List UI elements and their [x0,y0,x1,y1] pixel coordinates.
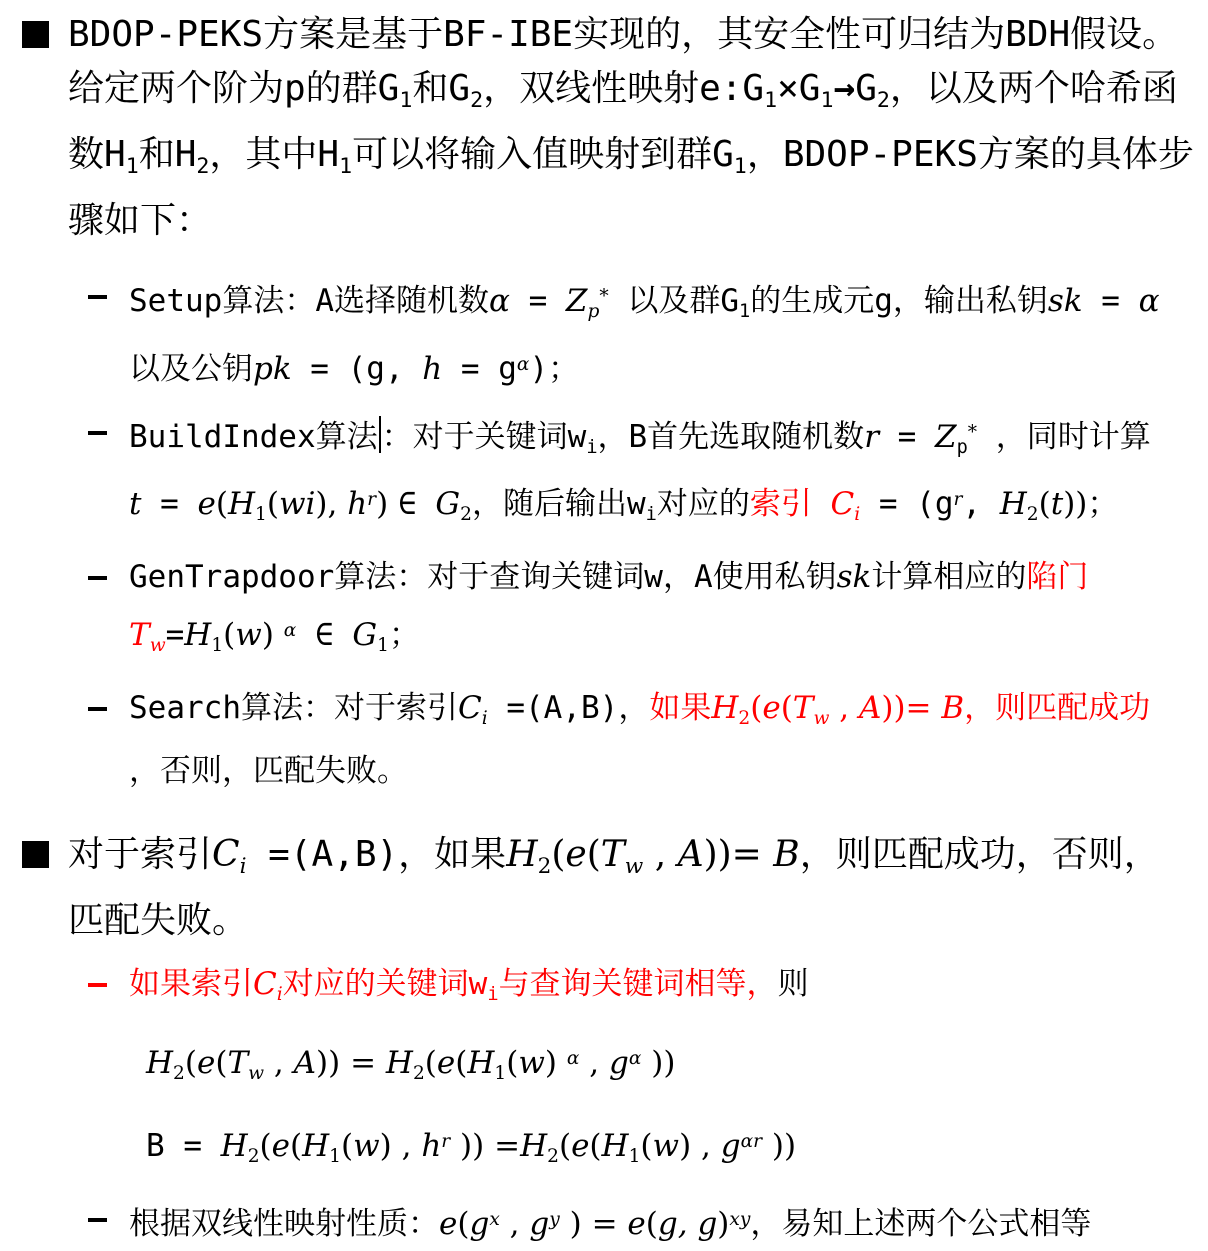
paragraph-equal-keyword[interactable]: 如果索引$C_i$对应的关键词$w_i$与查询关键词相等，则 [129,966,809,1005]
paragraph-match-rule[interactable]: 对于索引$C_i =(A,B)$，如果$H_2(e(T_w$ , A))= B，则匹配成功，否则， 匹配失败。 [68,834,1160,942]
text-cursor [379,416,381,453]
list-item-equal-keyword [88,958,1194,1021]
formula-line-1[interactable]: $H_2(e(T_w$ , $A)) = H_2(e(H_1(w)$ $^\alpha$ , $g^\alpha$ )) [146,1044,676,1084]
formula-line-2[interactable]: $B = H_2(e(H_1(w)$ , $h^r$ )) $=H_2(e(H_1(w)$ , $g^{\alpha r}$ )) [146,1127,797,1167]
list-item-build-index [88,406,1194,542]
paragraph-bilinear[interactable]: 根据双线性映射性质：$e(g^x$ , $g^y$ ) = e(g, g)$^{xy}$，易知上述两个公式相等 [129,1205,1092,1242]
dash-bullet-icon [88,295,107,299]
square-bullet-icon [22,21,49,48]
dash-bullet-icon [88,576,107,580]
paragraph-gen-trapdoor[interactable]: GenTrapdoor算法：对于查询关键词w，A使用私钥sk计算相应的陷门 $T_w=H_1(w)$ $^\alpha$ ∈ $G_1$； [129,559,1089,657]
paragraph-bdop-intro[interactable]: BDOP-PEKS方案是基于BF-IBE实现的，其安全性可归结为BDH假设。给定两个阶为p的群$G_1$和$G_2$，双线性映射$e:G_1\times G_1\to G_2$，以及两个哈希函数$H_1$和$H_2$，其中$H_1$可以将输入值映射到群$G_1$，BDOP-PEKS方案的具体步骤如下： [68,14,1194,241]
list-item-bilinear [88,1193,1194,1251]
bullet-item-match-rule [22,828,1194,948]
list-item-search [88,682,1194,798]
dash-bullet-icon [88,707,107,711]
paragraph-search[interactable]: Search算法：对于索引$C_i =(A,B)$，如果$H_2(e(T_w$ , A))= B，则匹配成功 ，否则，匹配失败。 [129,690,1151,790]
dash-bullet-icon [88,1218,107,1222]
dash-bullet-icon [88,431,107,435]
square-bullet-icon [22,841,49,868]
paragraph-build-index[interactable]: BuildIndex算法 ：对于关键词$w_i$，B首先选取随机数$r = Z_p^*$ ，同时计算 $t = e(H_1(wi)$, $h^r$) ∈ $G_2$，随后输出$w_i$对应的索引 $C_i = (g^r$, $H_2(t)$)； [129,406,1194,542]
bullet-item-bdop-intro [22,8,1194,248]
paragraph-setup[interactable]: Setup算法：A选择随机数$\alpha = Z_p^*$ 以及群$G_1$的生成元g，输出私钥sk = α 以及公钥pk = (g, $h = g^\alpha$)； [129,282,1160,387]
list-item-setup [88,270,1194,396]
red-dash-bullet-icon [88,983,107,987]
list-item-gen-trapdoor [88,551,1194,672]
